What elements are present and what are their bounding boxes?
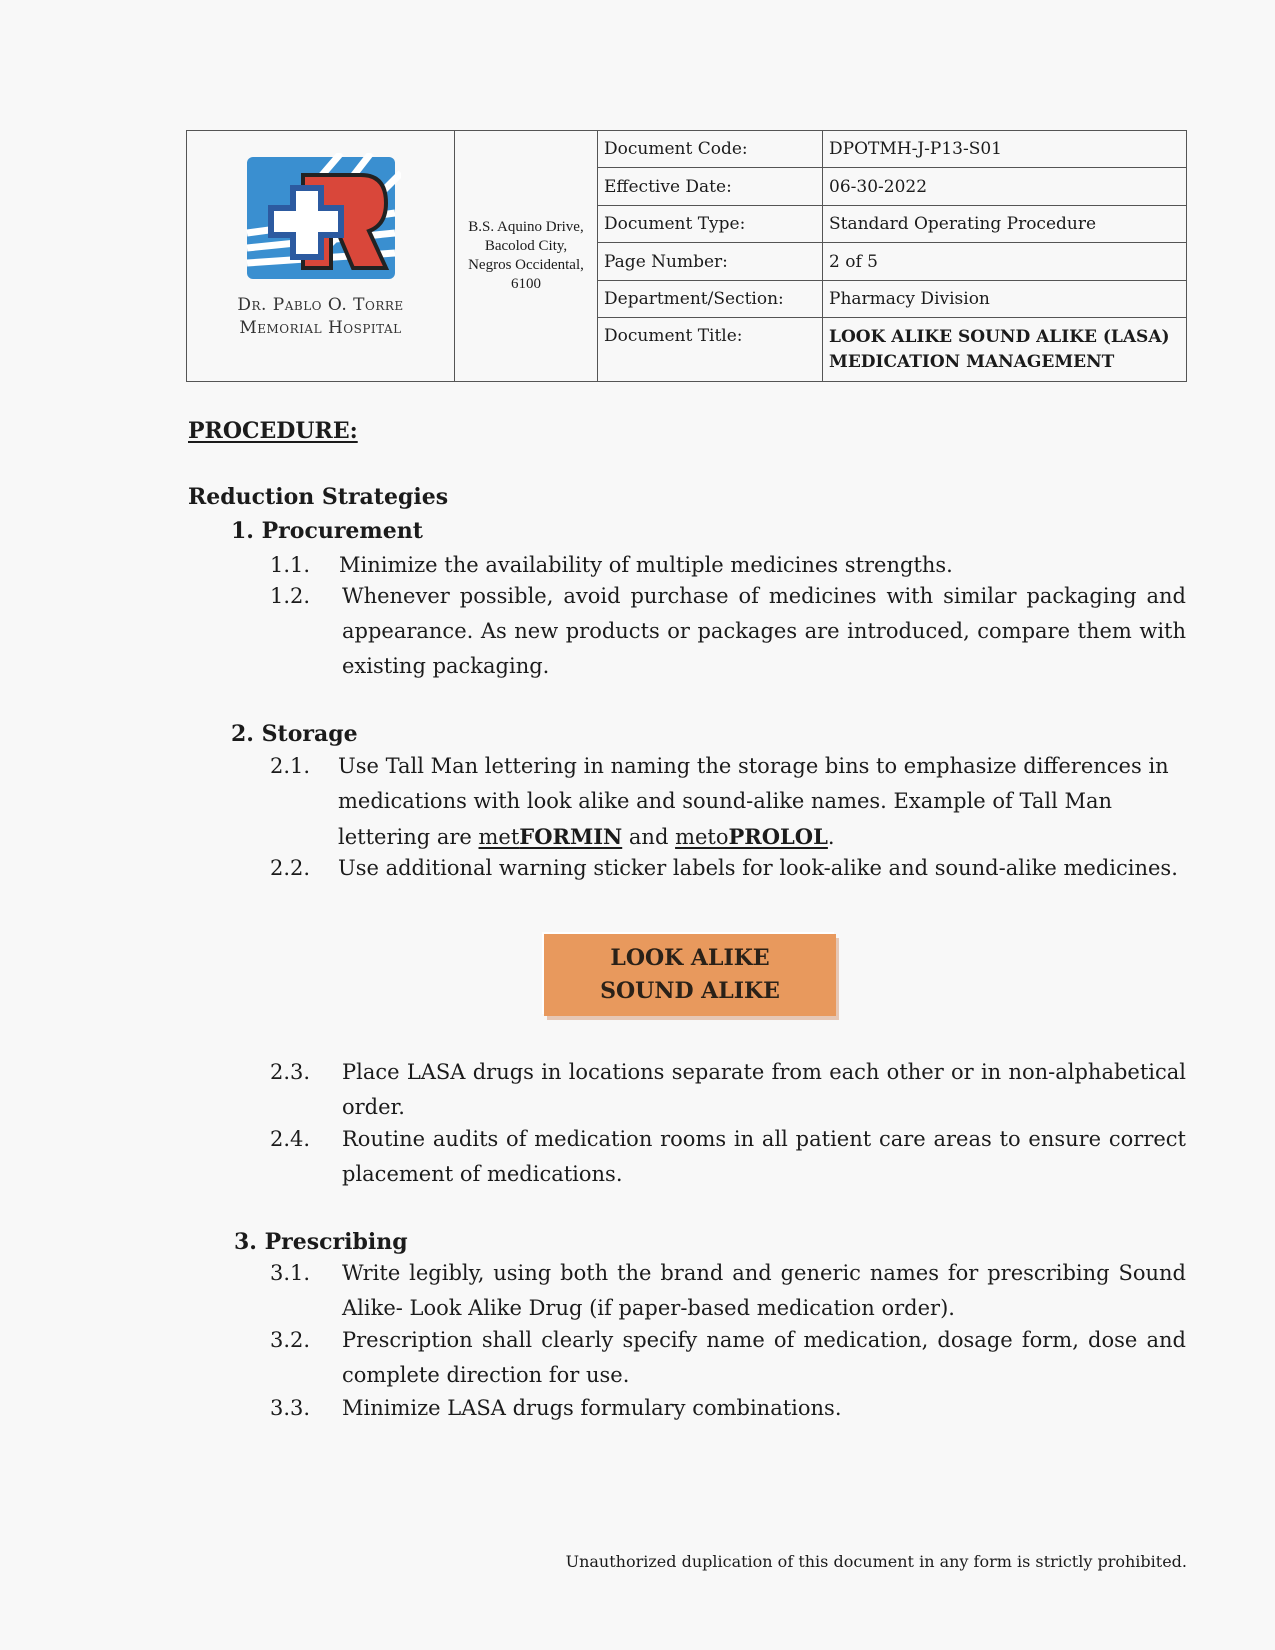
label-effective-date: Effective Date: <box>598 168 823 206</box>
section-title: Prescribing <box>264 1229 408 1255</box>
hospital-logo-icon <box>241 153 401 283</box>
item-number: 1.2. <box>270 584 311 608</box>
reduction-strategies-heading: Reduction Strategies <box>188 484 449 510</box>
tallman-upper: PROLOL <box>728 824 828 849</box>
item-text: Routine audits of medication rooms in all patient care areas to ensure correct placement of medications. <box>342 1127 1186 1186</box>
tallman-lower: meto <box>675 825 729 849</box>
address-line: 6100 <box>511 276 541 292</box>
period: . <box>827 825 835 849</box>
logo-cell <box>187 131 455 382</box>
item-number: 3.1. <box>270 1261 311 1285</box>
address-line: Negros Occidental, <box>468 257 584 273</box>
address-line: Bacolod City, <box>484 238 568 254</box>
item-number: 2.4. <box>270 1127 311 1151</box>
section-number: 2. <box>231 721 254 747</box>
item-text: Write legibly, using both the brand and generic names for prescribing Sound Alike- Look Alike Drug (if paper-based medication order). <box>342 1261 1186 1320</box>
section-prescribing <box>234 1225 408 1260</box>
hospital-name <box>193 294 448 340</box>
sticker-line2: SOUND ALIKE <box>600 978 780 1004</box>
item-number: 2.2. <box>270 856 311 880</box>
label-document-type: Document Type: <box>598 206 823 243</box>
item-text: Whenever possible, avoid purchase of medicines with similar packaging and appearance. As new products or packages are introduced, compare them with existing packaging. <box>342 584 1186 678</box>
tallman-example-metformin <box>479 825 623 849</box>
tallman-example-metoprolol <box>675 825 828 849</box>
label-page-number: Page Number: <box>598 243 823 281</box>
item-text: Place LASA drugs in locations separate from each other or in non-alphabetical order. <box>342 1060 1186 1119</box>
item-text: Minimize LASA drugs formulary combinations. <box>342 1396 842 1420</box>
value-department: Pharmacy Division <box>823 281 1187 318</box>
item-text <box>338 749 1186 855</box>
item-text: Use additional warning sticker labels for look-alike and sound-alike medicines. <box>338 856 1178 880</box>
item-number: 1.1. <box>270 553 311 577</box>
item-text-main: Use Tall Man lettering in naming the storage bins to emphasize differences in medications with look alike and sound-alike names. Example of Tall Man lettering are <box>338 754 1169 849</box>
footer-notice: Unauthorized duplication of this document in any form is strictly prohibited. <box>565 1552 1187 1571</box>
tallman-upper: FORMIN <box>519 824 623 849</box>
procedure-heading <box>188 414 358 449</box>
label-department: Department/Section: <box>598 281 823 318</box>
item-text: Minimize the availability of multiple medicines strengths. <box>339 553 953 577</box>
label-document-title: Document Title: <box>598 318 823 382</box>
value-document-type: Standard Operating Procedure <box>823 206 1187 243</box>
item-number: 3.3. <box>270 1396 311 1420</box>
section-number: 1. <box>231 518 254 544</box>
section-title: Storage <box>261 721 358 747</box>
value-page-number: 2 of 5 <box>823 243 1187 281</box>
sticker-line1: LOOK ALIKE <box>610 945 770 971</box>
value-document-code: DPOTMH-J-P13-S01 <box>823 131 1187 168</box>
hospital-address <box>455 131 598 382</box>
item-number: 3.2. <box>270 1328 311 1352</box>
lasa-warning-sticker <box>544 934 836 1016</box>
hospital-name-line2: Memorial Hospital <box>239 318 402 338</box>
item-number: 2.3. <box>270 1060 311 1084</box>
label-document-code: Document Code: <box>598 131 823 168</box>
section-storage <box>231 717 358 752</box>
tallman-lower: met <box>478 825 520 849</box>
item-text: Prescription shall clearly specify name of medication, dosage form, dose and complete direction for use. <box>342 1328 1186 1387</box>
item-number: 2.1. <box>270 754 311 778</box>
hospital-name-line1: Dr. Pablo O. Torre <box>237 295 404 315</box>
document-header-table <box>186 130 1187 382</box>
procedure-heading-text: PROCEDURE: <box>188 418 358 444</box>
conjunction: and <box>622 825 676 849</box>
section-title: Procurement <box>261 518 423 544</box>
address-line: B.S. Aquino Drive, <box>468 219 584 235</box>
value-document-title: LOOK ALIKE SOUND ALIKE (LASA) MEDICATION MANAGEMENT <box>823 318 1187 382</box>
section-number: 3. <box>234 1229 257 1255</box>
section-procurement <box>231 514 423 549</box>
value-effective-date: 06-30-2022 <box>823 168 1187 206</box>
